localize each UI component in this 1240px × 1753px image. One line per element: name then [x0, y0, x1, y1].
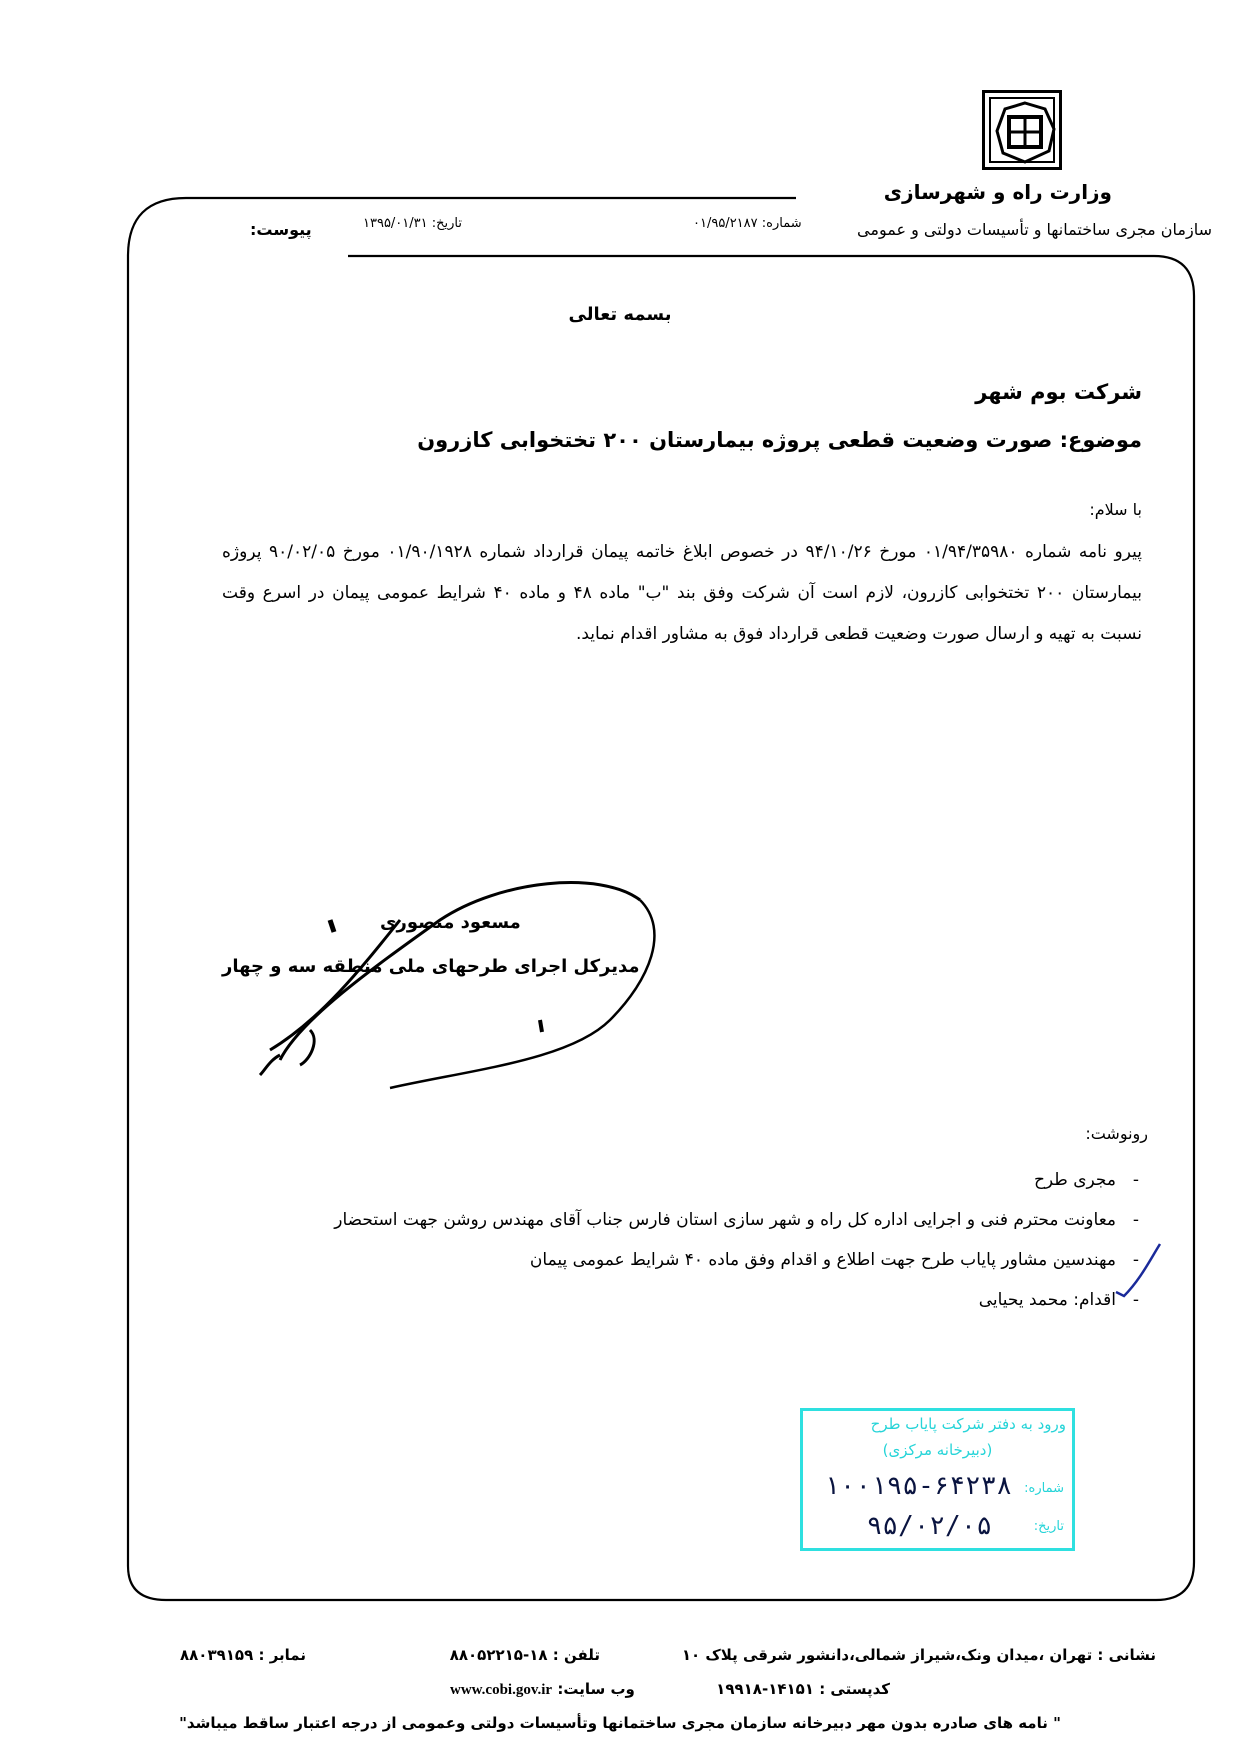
ministry-name: وزارت راه و شهرسازی	[883, 180, 1112, 204]
letter-date-label: تاریخ:	[431, 216, 463, 231]
ministry-logo-icon	[982, 90, 1062, 170]
cc-item	[196, 1280, 1156, 1320]
cc-title: رونوشت:	[1085, 1124, 1148, 1143]
footer-phone: تلفن : ۱۸-۸۸۰۵۲۲۱۵	[449, 1646, 600, 1664]
pen-check-mark-icon	[1110, 1240, 1170, 1300]
organization-name: سازمان مجری ساختمانها و تأسیسات دولتی و عمومی	[857, 220, 1212, 239]
footer-postal-code: کدپستی : ۱۴۱۵۱-۱۹۹۱۸	[716, 1680, 890, 1698]
stamp-date-value: ۹۵/۰۲/۰۵	[866, 1511, 992, 1541]
letter-frame	[126, 196, 1198, 1602]
footer-notice: " نامه های صادره بدون مهر دبیرخانه سازمان مجری ساختمانها وتأسیسات دولتی وعمومی از درجه اعتبار ساقط میباشد"	[179, 1714, 1061, 1732]
attachment-label: پیوست:	[250, 220, 312, 239]
letter-number	[693, 216, 802, 231]
footer-website-link[interactable]: www.cobi.gov.ir	[450, 1682, 553, 1698]
cc-item	[196, 1160, 1156, 1200]
subject: موضوع: صورت وضعیت قطعی پروژه بیمارستان ۲۰۰ تختخوابی کازرون	[417, 428, 1142, 452]
cc-item-text: مجری طرح	[1033, 1170, 1116, 1190]
cc-dash: -	[1132, 1290, 1140, 1310]
invocation: بسمه تعالی	[568, 304, 672, 325]
footer-fax: نمابر : ۸۸۰۳۹۱۵۹	[180, 1646, 306, 1664]
cc-list	[196, 1160, 1156, 1320]
cc-dash: -	[1132, 1250, 1140, 1270]
stamp-date-label: تاریخ:	[1033, 1519, 1064, 1534]
signer-name: مسعود منصوری	[380, 912, 521, 933]
stamp-heading: ورود به دفتر شرکت پایاب طرح	[870, 1415, 1066, 1433]
letter-body: پیرو نامه شماره ۰۱/۹۴/۳۵۹۸۰ مورخ ۹۴/۱۰/۲۶ در خصوص ابلاغ خاتمه پیمان قرارداد شماره ۰۱/۹۰/۱۹۲۸ مورخ ۹۰/۰۲/۰۵ پروژه بیمارستان ۲۰۰ تختخوابی کازرون، لازم است آن شرکت وفق بند "ب" ماده ۴۸ و ماده ۴۰ شرایط عمومی پیمان در اسرع وقت نسبت به تهیه و ارسال صورت وضعیت قطعی قرارداد فوق به مشاور اقدام نماید.	[222, 542, 1142, 644]
letter-date	[363, 216, 462, 231]
footer-address: نشانی : تهران ،میدان ونک،شیراز شمالی،دانشور شرقی پلاک ۱۰	[681, 1646, 1156, 1664]
stamp-subheading: (دبیرخانه مرکزی)	[882, 1441, 993, 1459]
cc-item-text: معاونت محترم فنی و اجرایی اداره کل راه و شهر سازی استان فارس جناب آقای مهندس روشن جهت استحضار	[334, 1210, 1116, 1230]
logo-frame	[989, 97, 1055, 163]
cc-dash: -	[1132, 1170, 1140, 1190]
greeting: با سلام:	[1089, 500, 1142, 519]
cc-item-text: مهندسین مشاور پایاب طرح جهت اطلاع و اقدام وفق ماده ۴۰ شرایط عمومی پیمان	[529, 1250, 1116, 1270]
cc-dash: -	[1132, 1210, 1140, 1230]
logo-window-icon	[991, 99, 1059, 167]
cc-item	[196, 1200, 1156, 1240]
recipient: شرکت بوم شهر	[975, 380, 1142, 404]
cc-item-text: اقدام: محمد یحیایی	[978, 1290, 1116, 1310]
stamp-number-label: شماره:	[1024, 1481, 1064, 1496]
signer-title: مدیرکل اجرای طرحهای ملی منطقه سه و چهار	[222, 956, 640, 977]
letter-date-value: ۱۳۹۵/۰۱/۳۱	[363, 216, 428, 231]
letter-number-value: ۰۱/۹۵/۲۱۸۷	[693, 216, 758, 231]
letter-number-label: شماره:	[761, 216, 802, 231]
receipt-stamp	[800, 1408, 1075, 1551]
stamp-number-value: ۱۰۰۱۹۵-۶۴۲۳۸	[824, 1471, 1012, 1501]
cc-item	[196, 1240, 1156, 1280]
footer-website	[450, 1680, 635, 1699]
footer-website-label: وب سایت:	[557, 1680, 635, 1698]
